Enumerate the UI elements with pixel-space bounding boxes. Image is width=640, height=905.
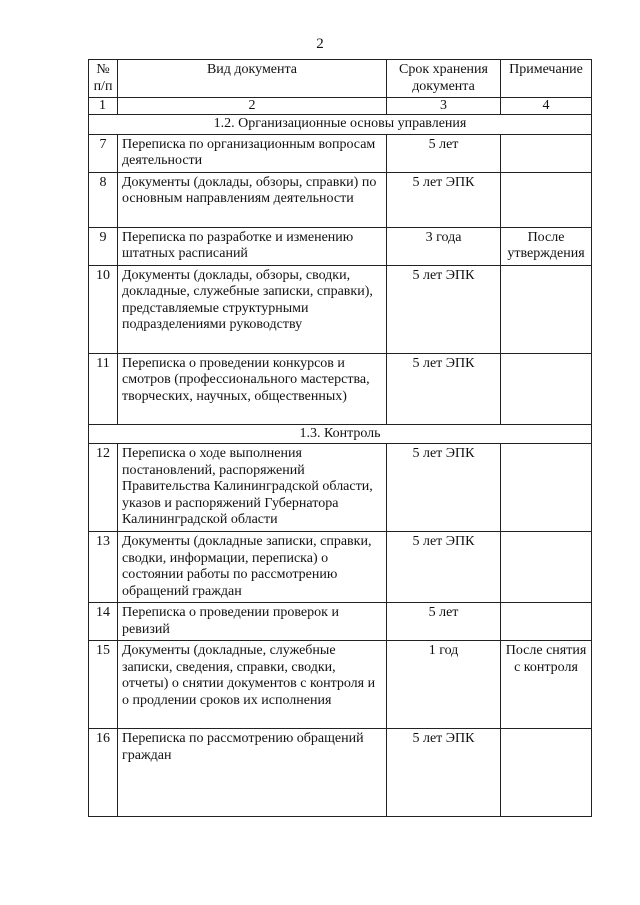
table-row bbox=[89, 265, 592, 353]
document-table bbox=[88, 59, 592, 817]
note-cell bbox=[501, 532, 592, 603]
document-type-cell: Переписка о проведении проверок и ревизий bbox=[118, 603, 387, 641]
note-cell: После утверждения bbox=[501, 227, 592, 265]
row-number: 13 bbox=[89, 532, 118, 603]
table-row bbox=[89, 172, 592, 227]
column-number: 1 bbox=[89, 98, 118, 115]
document-type-cell: Переписка по рассмотрению обращений граждан bbox=[118, 729, 387, 817]
note-cell bbox=[501, 444, 592, 532]
retention-term-cell: 5 лет ЭПК bbox=[387, 729, 501, 817]
section-title: 1.2. Организационные основы управления bbox=[89, 115, 592, 135]
row-number: 8 bbox=[89, 172, 118, 227]
header-note: Примечание bbox=[501, 60, 592, 98]
document-type-cell: Документы (доклады, обзоры, сводки, докладные, служебные записки, справки), представляемые структурными подразделениями руководству bbox=[118, 265, 387, 353]
retention-term-cell: 5 лет ЭПК bbox=[387, 265, 501, 353]
document-type-cell: Переписка по организационным вопросам деятельности bbox=[118, 134, 387, 172]
note-cell bbox=[501, 729, 592, 817]
row-number: 14 bbox=[89, 603, 118, 641]
table-row bbox=[89, 532, 592, 603]
retention-term-cell: 5 лет ЭПК bbox=[387, 444, 501, 532]
document-type-cell: Переписка о проведении конкурсов и смотров (профессионального мастерства, творческих, научных, общественных) bbox=[118, 353, 387, 424]
row-number: 15 bbox=[89, 641, 118, 729]
table-row bbox=[89, 729, 592, 817]
note-cell bbox=[501, 353, 592, 424]
column-number: 4 bbox=[501, 98, 592, 115]
note-cell: После снятия с контроля bbox=[501, 641, 592, 729]
document-type-cell: Документы (докладные, служебные записки, сведения, справки, сводки, отчеты) о снятии документов с контроля и о продлении сроков их исполнения bbox=[118, 641, 387, 729]
column-number-row bbox=[89, 98, 592, 115]
retention-term-cell: 1 год bbox=[387, 641, 501, 729]
document-type-cell: Документы (доклады, обзоры, справки) по основным направлениям деятельности bbox=[118, 172, 387, 227]
section-title: 1.3. Контроль bbox=[89, 424, 592, 444]
retention-term-cell: 5 лет ЭПК bbox=[387, 353, 501, 424]
section-row bbox=[89, 115, 592, 135]
column-number: 3 bbox=[387, 98, 501, 115]
note-cell bbox=[501, 134, 592, 172]
document-type-cell: Переписка о ходе выполнения постановлений, распоряжений Правительства Калининградской области, указов и распоряжений Губернатора Калининградской области bbox=[118, 444, 387, 532]
note-cell bbox=[501, 603, 592, 641]
header-retention-term: Срок хранения документа bbox=[387, 60, 501, 98]
table-row bbox=[89, 641, 592, 729]
section-row bbox=[89, 424, 592, 444]
table-row bbox=[89, 227, 592, 265]
retention-term-cell: 5 лет bbox=[387, 134, 501, 172]
table-header-row bbox=[89, 60, 592, 98]
retention-term-cell: 5 лет ЭПК bbox=[387, 532, 501, 603]
column-number: 2 bbox=[118, 98, 387, 115]
table-row bbox=[89, 603, 592, 641]
table-row bbox=[89, 444, 592, 532]
table-row bbox=[89, 134, 592, 172]
header-document-type: Вид документа bbox=[118, 60, 387, 98]
document-type-cell: Переписка по разработке и изменению штатных расписаний bbox=[118, 227, 387, 265]
row-number: 7 bbox=[89, 134, 118, 172]
note-cell bbox=[501, 172, 592, 227]
row-number: 9 bbox=[89, 227, 118, 265]
row-number: 10 bbox=[89, 265, 118, 353]
row-number: 11 bbox=[89, 353, 118, 424]
header-number: № п/п bbox=[89, 60, 118, 98]
retention-term-cell: 5 лет ЭПК bbox=[387, 172, 501, 227]
row-number: 16 bbox=[89, 729, 118, 817]
note-cell bbox=[501, 265, 592, 353]
page-number: 2 bbox=[316, 36, 324, 52]
retention-term-cell: 5 лет bbox=[387, 603, 501, 641]
table-row bbox=[89, 353, 592, 424]
row-number: 12 bbox=[89, 444, 118, 532]
document-type-cell: Документы (докладные записки, справки, сводки, информации, переписка) о состоянии работы по рассмотрению обращений граждан bbox=[118, 532, 387, 603]
retention-term-cell: 3 года bbox=[387, 227, 501, 265]
